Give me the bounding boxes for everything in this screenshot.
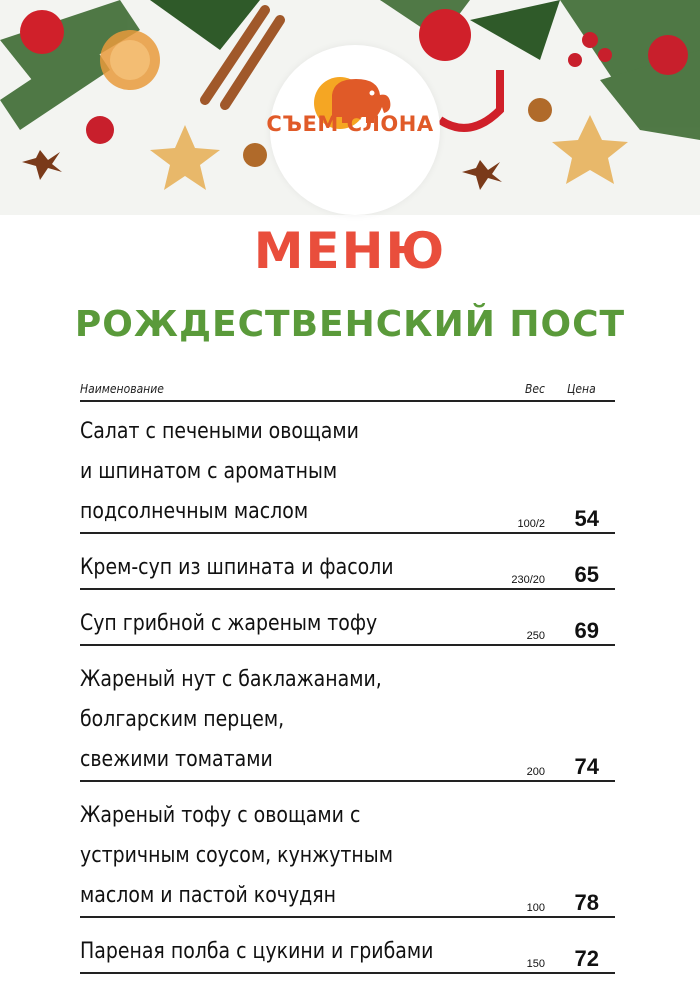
menu-item-price: 78: [574, 890, 599, 915]
page-title: МЕНЮ: [253, 222, 447, 280]
menu-item-name: Жареный тофу с овощами с устричным соусом, кунжутным маслом и пастой кочудян: [80, 803, 393, 908]
menu-item-weight: 100: [526, 902, 545, 914]
menu-item-name: Жареный нут с баклажанами, болгарским перцем, свежими томатами: [80, 667, 382, 772]
menu-item-name: Пареная полба с цукини и грибами: [80, 939, 434, 964]
menu-item-price: 69: [574, 618, 599, 643]
menu-items: [80, 412, 615, 988]
menu-item-price: 74: [574, 754, 599, 779]
menu-item: [80, 548, 615, 590]
column-header-weight: Вес: [525, 382, 545, 396]
column-header-name: Наименование: [80, 382, 164, 396]
menu-item-price: 72: [574, 946, 599, 971]
menu-item: [80, 796, 615, 918]
menu-table-header: [80, 380, 615, 402]
menu-item-weight: 230/20: [511, 574, 545, 586]
column-header-price: Цена: [567, 382, 596, 396]
menu-item-name: Салат с печеными овощами и шпинатом с ароматным подсолнечным маслом: [80, 419, 359, 524]
menu-item-weight: 100/2: [517, 518, 545, 530]
menu-item: [80, 932, 615, 974]
page-subtitle: РОЖДЕСТВЕНСКИЙ ПОСТ: [74, 304, 626, 345]
brand-name: СЪЕМ СЛОНА: [266, 112, 434, 136]
menu-item-name: Крем-суп из шпината и фасоли: [80, 555, 394, 580]
menu-item-weight: 250: [526, 630, 545, 642]
menu-item-price: 54: [574, 506, 599, 531]
menu-item-weight: 150: [526, 958, 545, 970]
menu-item-name: Суп грибной с жареным тофу: [80, 611, 378, 636]
menu-item: [80, 412, 615, 534]
menu-item-weight: 200: [526, 766, 545, 778]
menu-item-price: 65: [574, 562, 599, 587]
menu-item: [80, 660, 615, 782]
ornament-red-left-icon: [20, 10, 64, 54]
menu-item: [80, 604, 615, 646]
